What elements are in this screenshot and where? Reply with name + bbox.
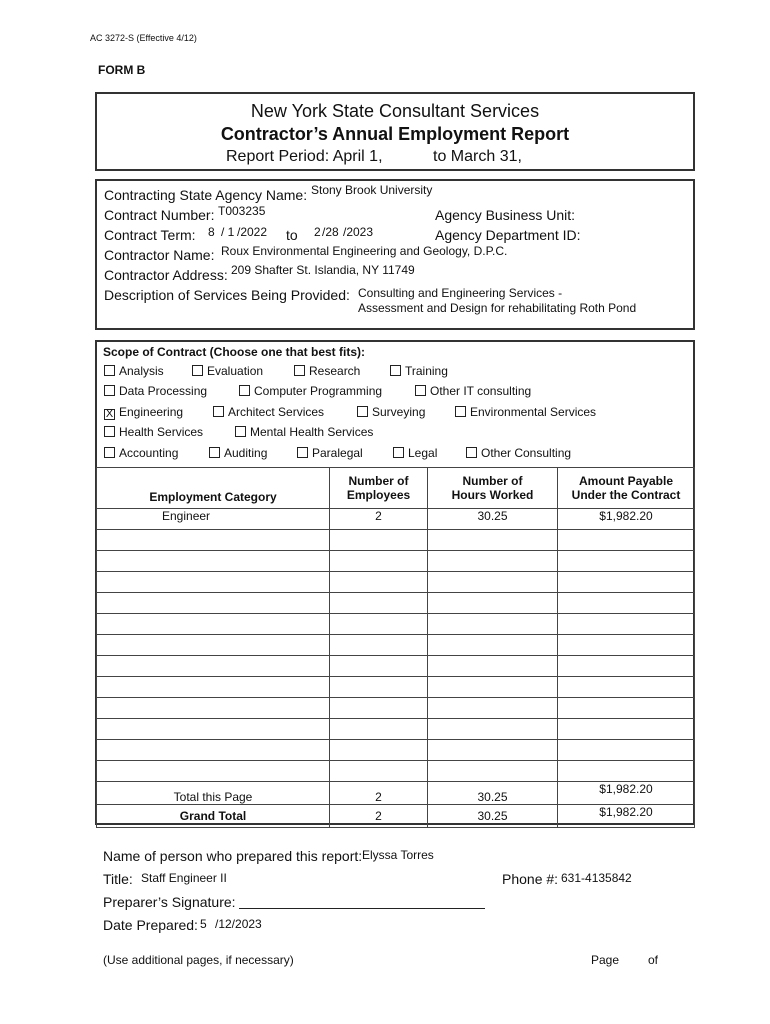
checkbox-icon: [390, 365, 401, 376]
category-cell[interactable]: [97, 719, 330, 740]
agency-label: Contracting State Agency Name:: [104, 187, 308, 203]
table-row: [97, 551, 695, 572]
scope-option-other-it[interactable]: Other IT consulting: [415, 384, 531, 398]
category-cell[interactable]: Engineer: [97, 509, 330, 530]
scope-option-accounting[interactable]: Accounting: [104, 446, 178, 460]
employees-cell[interactable]: [330, 677, 428, 698]
checkbox-icon: [455, 406, 466, 417]
checkbox-icon: [104, 426, 115, 437]
checkbox-icon: [213, 406, 224, 417]
prepared-by-label: Name of person who prepared this report:: [103, 848, 363, 864]
term-end-month[interactable]: 2: [314, 225, 321, 239]
employees-cell[interactable]: [330, 572, 428, 593]
table-row: [97, 761, 695, 782]
title-value[interactable]: Staff Engineer II: [141, 871, 227, 885]
services-line-2[interactable]: Assessment and Design for rehabilitating Roth Pond: [358, 301, 637, 315]
total-page-row: [97, 782, 695, 805]
grand-total-employees[interactable]: 2: [330, 805, 428, 828]
total-page-employees[interactable]: 2: [330, 782, 428, 805]
business-unit-label: Agency Business Unit:: [435, 207, 576, 223]
checkbox-icon: [415, 385, 426, 396]
report-period-to: to March 31,: [433, 148, 522, 165]
table-row: [97, 740, 695, 761]
scope-option-paralegal[interactable]: Paralegal: [297, 446, 363, 460]
scope-option-data-processing[interactable]: Data Processing: [104, 384, 207, 398]
hours-cell[interactable]: [428, 635, 558, 656]
checkbox-icon: [239, 385, 250, 396]
term-start-year[interactable]: /2022: [237, 225, 268, 239]
employment-table: [96, 467, 695, 828]
amount-cell[interactable]: [558, 740, 695, 761]
hours-cell[interactable]: [428, 530, 558, 551]
checkbox-icon: [209, 447, 220, 458]
header-subtitle: Contractor’s Annual Employment Report: [220, 124, 570, 144]
employees-cell[interactable]: 2: [330, 509, 428, 530]
employees-cell[interactable]: [330, 614, 428, 635]
scope-option-research[interactable]: Research: [294, 364, 360, 378]
term-end-year[interactable]: /2023: [343, 225, 374, 239]
header-box: [95, 92, 695, 171]
scope-heading: Scope of Contract (Choose one that best fits):: [103, 345, 366, 359]
table-row: [97, 635, 695, 656]
amount-cell[interactable]: [558, 593, 695, 614]
date-prepared-rest[interactable]: /12/2023: [215, 917, 262, 931]
category-cell[interactable]: [97, 761, 330, 782]
checkbox-icon: [297, 447, 308, 458]
hours-cell[interactable]: [428, 572, 558, 593]
contractor-name-value[interactable]: Roux Environmental Engineering and Geology, D.P.C.: [221, 244, 508, 258]
page-label: Page: [591, 953, 620, 967]
total-page-hours[interactable]: 30.25: [428, 782, 558, 805]
form-code: AC 3272-S (Effective 4/12): [90, 33, 197, 43]
department-id-label: Agency Department ID:: [435, 227, 581, 243]
date-prepared-month[interactable]: 5: [200, 917, 207, 931]
table-row: [97, 572, 695, 593]
table-row: [97, 530, 695, 551]
category-cell[interactable]: [97, 698, 330, 719]
scope-option-architect[interactable]: Architect Services: [213, 405, 324, 419]
phone-label: Phone #:: [502, 871, 559, 887]
category-cell[interactable]: [97, 677, 330, 698]
amount-cell[interactable]: [558, 530, 695, 551]
scope-option-mental-health[interactable]: Mental Health Services: [235, 425, 373, 439]
amount-cell[interactable]: [558, 656, 695, 677]
hours-cell[interactable]: [428, 698, 558, 719]
hours-cell[interactable]: [428, 551, 558, 572]
signature-line[interactable]: [239, 908, 485, 909]
phone-value[interactable]: 631-4135842: [561, 871, 632, 885]
employees-cell[interactable]: [330, 593, 428, 614]
hours-cell[interactable]: 30.25: [428, 509, 558, 530]
amount-cell[interactable]: [558, 761, 695, 782]
amount-cell[interactable]: [558, 572, 695, 593]
scope-option-engineering[interactable]: X Engineering: [105, 405, 184, 420]
amount-cell[interactable]: $1,982.20: [558, 509, 695, 530]
employees-cell[interactable]: [330, 656, 428, 677]
amount-cell[interactable]: [558, 635, 695, 656]
term-to: to: [286, 227, 298, 243]
contract-number-label: Contract Number:: [104, 207, 215, 223]
contract-info-box: [95, 179, 695, 330]
amount-cell[interactable]: [558, 551, 695, 572]
term-end-day[interactable]: /28: [322, 225, 339, 239]
total-page-amount[interactable]: $1,982.20: [558, 782, 695, 805]
report-period-label: Report Period: April 1,: [226, 148, 383, 165]
checkbox-icon: [466, 447, 477, 458]
table-row: [97, 719, 695, 740]
scope-option-training[interactable]: Training: [390, 364, 448, 378]
checkbox-icon: [104, 365, 115, 376]
scope-option-evaluation[interactable]: Evaluation: [192, 364, 263, 378]
grand-total-row: [97, 805, 695, 828]
checkbox-icon: [235, 426, 246, 437]
scope-option-analysis[interactable]: Analysis: [104, 364, 164, 378]
form-label: FORM B: [98, 63, 146, 77]
category-cell[interactable]: [97, 572, 330, 593]
hours-cell[interactable]: [428, 719, 558, 740]
hours-cell[interactable]: [428, 740, 558, 761]
checkbox-checked-icon: X: [105, 408, 114, 420]
contract-number-value[interactable]: T003235: [218, 204, 266, 218]
contractor-address-value[interactable]: 209 Shafter St. Islandia, NY 11749: [231, 263, 415, 277]
total-page-label: Total this Page: [97, 782, 330, 805]
table-row: [97, 656, 695, 677]
category-cell[interactable]: [97, 551, 330, 572]
scope-option-health[interactable]: Health Services: [104, 425, 203, 439]
table-row: [97, 593, 695, 614]
category-cell[interactable]: [97, 593, 330, 614]
scope-option-other-consulting[interactable]: Other Consulting: [466, 446, 571, 460]
date-prepared-label: Date Prepared:: [103, 917, 198, 933]
grand-total-amount[interactable]: $1,982.20: [558, 805, 695, 828]
table-row: [97, 677, 695, 698]
checkbox-icon: [294, 365, 305, 376]
employees-cell[interactable]: [330, 530, 428, 551]
services-label: Description of Services Being Provided:: [104, 287, 350, 303]
prepared-by-value[interactable]: Elyssa Torres: [362, 848, 434, 862]
checkbox-icon: [393, 447, 404, 458]
column-header-category: Employment Category: [97, 468, 330, 509]
scope-option-surveying[interactable]: Surveying: [357, 405, 425, 419]
employees-cell[interactable]: [330, 698, 428, 719]
column-header-employees: Number of Employees: [330, 468, 428, 509]
category-cell[interactable]: [97, 614, 330, 635]
employees-cell[interactable]: [330, 719, 428, 740]
hours-cell[interactable]: [428, 677, 558, 698]
checkbox-icon: [357, 406, 368, 417]
employees-cell[interactable]: [330, 761, 428, 782]
scope-option-environmental[interactable]: Environmental Services: [455, 405, 596, 419]
term-start-month[interactable]: 8: [208, 225, 215, 239]
checkbox-icon: [104, 447, 115, 458]
category-cell[interactable]: [97, 740, 330, 761]
amount-cell[interactable]: [558, 698, 695, 719]
contractor-name-label: Contractor Name:: [104, 247, 215, 263]
hours-cell[interactable]: [428, 761, 558, 782]
amount-cell[interactable]: [558, 719, 695, 740]
scope-option-legal[interactable]: Legal: [393, 446, 437, 460]
header-title: New York State Consultant Services: [250, 101, 540, 121]
signature-label: Preparer’s Signature:: [103, 894, 485, 910]
scope-option-computer-programming[interactable]: Computer Programming: [239, 384, 382, 398]
contract-term-label: Contract Term:: [104, 227, 196, 243]
category-cell[interactable]: [97, 530, 330, 551]
contractor-address-label: Contractor Address:: [104, 267, 228, 283]
employees-cell[interactable]: [330, 551, 428, 572]
table-row: [97, 698, 695, 719]
title-label: Title:: [103, 871, 133, 887]
hours-cell[interactable]: [428, 614, 558, 635]
additional-pages-note: (Use additional pages, if necessary): [103, 953, 294, 967]
column-header-amount: Amount Payable Under the Contract: [558, 468, 695, 509]
amount-cell[interactable]: [558, 614, 695, 635]
grand-total-label: Grand Total: [97, 805, 330, 828]
hours-cell[interactable]: [428, 656, 558, 677]
table-row: [97, 509, 695, 530]
employees-cell[interactable]: [330, 740, 428, 761]
of-label: of: [648, 953, 659, 967]
employees-cell[interactable]: [330, 635, 428, 656]
services-line-1[interactable]: Consulting and Engineering Services -: [358, 286, 563, 300]
amount-cell[interactable]: [558, 677, 695, 698]
hours-cell[interactable]: [428, 593, 558, 614]
scope-option-auditing[interactable]: Auditing: [209, 446, 267, 460]
category-cell[interactable]: [97, 656, 330, 677]
checkbox-icon: [104, 385, 115, 396]
column-header-hours: Number of Hours Worked: [428, 468, 558, 509]
checkbox-icon: [192, 365, 203, 376]
category-cell[interactable]: [97, 635, 330, 656]
grand-total-hours[interactable]: 30.25: [428, 805, 558, 828]
agency-value[interactable]: Stony Brook University: [311, 183, 433, 197]
table-row: [97, 614, 695, 635]
term-start-day[interactable]: / 1: [221, 225, 235, 239]
